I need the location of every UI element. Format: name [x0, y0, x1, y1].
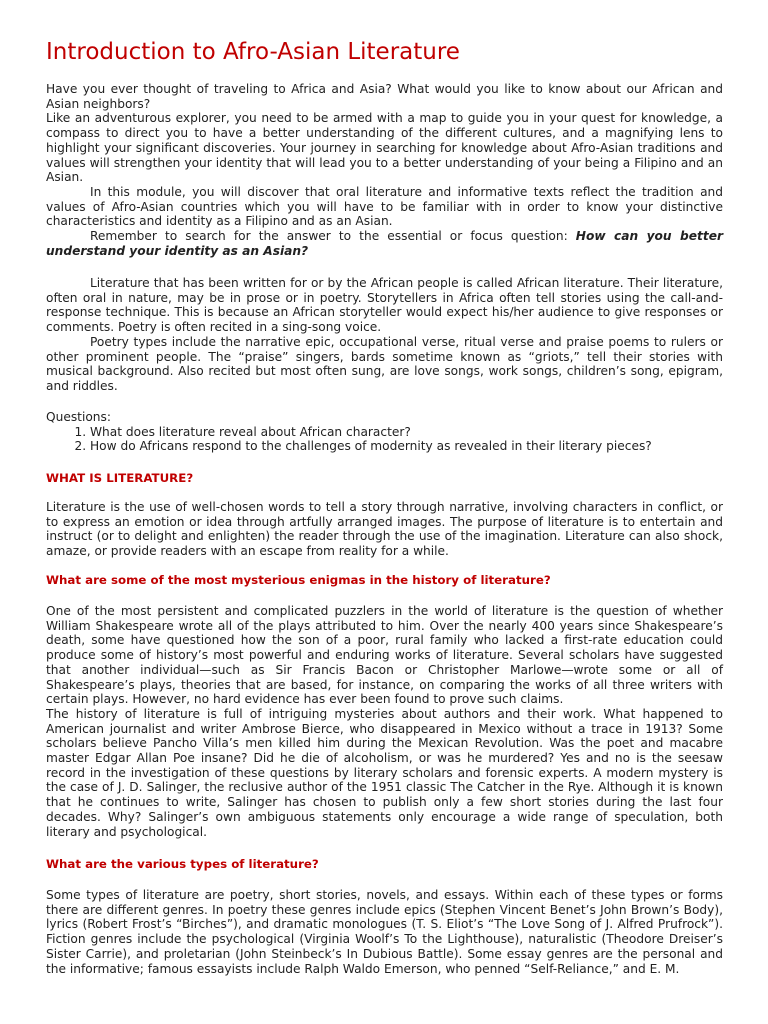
- question-item: 1. What does literature reveal about African character?: [90, 425, 723, 440]
- african-paragraph-2: Poetry types include the narrative epic, occupational verse, ritual verse and praise poems to rulers or other prominent people. The “praise” singers, bards sometime known as “griots,” tell their stories with musical background. Also recited but most often sung, are love songs, work songs, children’s song, epigram, and riddles.: [46, 334, 723, 393]
- section-paragraph: The history of literature is full of intriguing mysteries about authors and their work. What happened to American journalist and writer Ambrose Bierce, who disappeared in Mexico without a trace in 1913? Some scholars believe Pancho Villa’s men killed him during the Mexican Revolution. Was the poet and macabre master Edgar Allan Poe insane? Did he die of alcoholism, or was he murdered? Yes and no is the seesaw record in the investigation of these questions by literary scholars and forensic experts. A modern mystery is the case of J. D. Salinger, the reclusive author of the 1951 classic The Catcher in the Rye. Although it is known that he continues to write, Salinger has chosen to publish only a few short stories during the last four decades. Why? Salinger’s own ambiguous statements only encourage a wide range of speculation, both literary and psychological.: [46, 706, 723, 839]
- types-body: [46, 888, 723, 976]
- questions-section: [46, 410, 723, 454]
- intro-section: [46, 82, 723, 258]
- intro-paragraph-3: In this module, you will discover that oral literature and informative texts reflect the tradition and values of Afro-Asian countries which you will have to be familiar with in order to know your distinctive characteristics and identity as a Filipino and as an Asian.: [46, 184, 723, 229]
- section-paragraph: Some types of literature are poetry, short stories, novels, and essays. Within each of these types or forms there are different genres. In poetry these genres include epics (Stephen Vincent Benet’s John Brown’s Body), lyrics (Robert Frost’s “Birches”), and dramatic monologues (T. S. Eliot’s “The Love Song of J. Alfred Prufrock”). Fiction genres include the psychological (Virginia Woolf’s To the Lighthouse), naturalistic (Theodore Dreiser’s Sister Carrie), and proletarian (John Steinbeck’s In Dubious Battle). Some essay genres are the personal and the informative; famous essayists include Ralph Waldo Emerson, who penned “Self-Reliance,” and E. M.: [46, 888, 723, 976]
- section-paragraph: One of the most persistent and complicated puzzlers in the world of literature is the question of whether William Shakespeare wrote all of the plays attributed to him. Over the nearly 400 years since Shakespeare’s death, some have questioned how the son of a poor, rural family who lacked a first-rate education could produce some of history’s most powerful and enduring works of literature. Several scholars have suggested that another individual—such as Sir Francis Bacon or Christopher Marlowe—wrote some or all of Shakespeare’s plays, theories that are based, for instance, on comparing the works of all three writers with certain plays. However, no hard evidence has ever been found to prove such claims.: [46, 604, 723, 707]
- section-heading-enigmas: What are some of the most mysterious enigmas in the history of literature?: [46, 573, 551, 587]
- intro-paragraph-1: Have you ever thought of traveling to Africa and Asia? What would you like to know about our African and Asian neighbors?: [46, 82, 723, 111]
- focus-question-lead: Remember to search for the answer to the essential or focus question:: [90, 229, 576, 244]
- section-heading-what-is-literature: WHAT IS LITERATURE?: [46, 471, 194, 485]
- questions-list: [46, 425, 723, 454]
- intro-paragraph-4: [46, 229, 723, 258]
- section-heading-types: What are the various types of literature?: [46, 857, 319, 871]
- african-literature-section: [46, 276, 723, 394]
- page-title: Introduction to Afro-Asian Literature: [46, 39, 460, 65]
- section-paragraph: Literature is the use of well-chosen words to tell a story through narrative, involving characters in conflict, or to express an emotion or idea through artfully arranged images. The purpose of literature is to entertain and instruct (or to delight and enlighten) the reader through the use of the imagination. Literature can also shock, amaze, or provide readers with an escape from reality for a while.: [46, 500, 723, 559]
- african-paragraph-1: Literature that has been written for or by the African people is called African literature. Their literature, often oral in nature, may be in prose or in poetry. Storytellers in Africa often tell stories using the call-and-response technique. This is because an African storyteller would expect his/her audience to give responses or comments. Poetry is often recited in a sing-song voice.: [46, 276, 723, 335]
- enigmas-body: [46, 604, 723, 839]
- questions-label: Questions:: [46, 410, 111, 424]
- focus-question: How can you better understand your identity as an Asian?: [46, 229, 723, 258]
- question-item: 2. How do Africans respond to the challenges of modernity as revealed in their literary pieces?: [90, 439, 723, 454]
- what-is-literature-body: [46, 500, 723, 559]
- intro-paragraph-2: Like an adventurous explorer, you need to be armed with a map to guide you in your quest for knowledge, a compass to direct you to have a better understanding of the different cultures, and a magnifying lens to highlight your significant discoveries. Your journey in searching for knowledge about Afro-Asian traditions and values will strengthen your identity that will lead you to a better understanding of your being a Filipino and an Asian.: [46, 111, 723, 185]
